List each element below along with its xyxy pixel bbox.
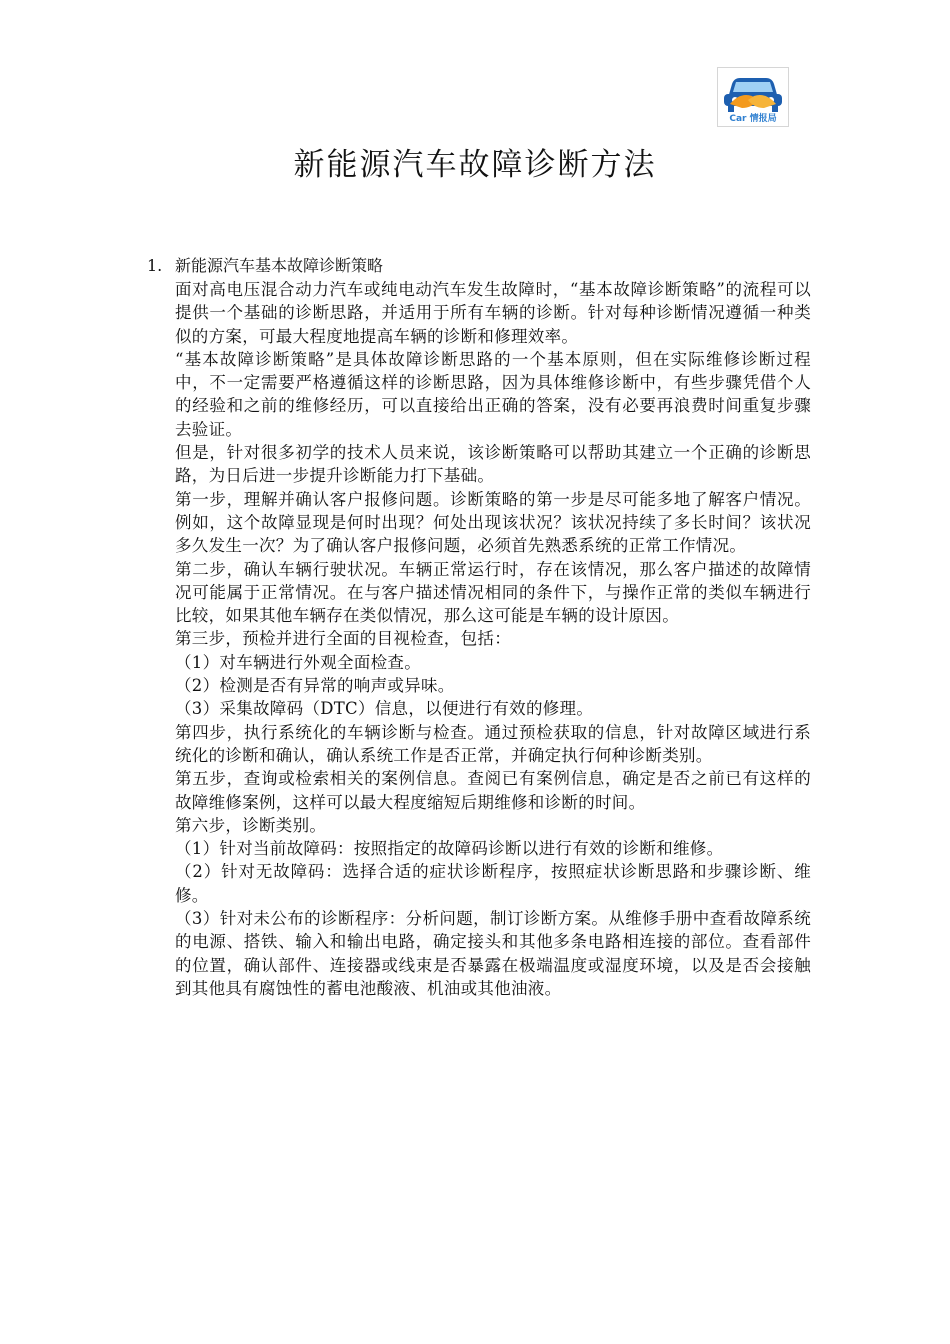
- list-item: （2）检测是否有异常的响声或异味。: [175, 676, 455, 696]
- list-item: （1）对车辆进行外观全面检查。: [175, 652, 421, 672]
- paragraph: 但是，针对很多初学的技术人员来说，该诊断策略可以帮助其建立一个正确的诊断思路，为日后进一步提升诊断能力打下基础。: [175, 443, 811, 486]
- page-title: 新能源汽车故障诊断方法: [293, 147, 657, 183]
- paragraph: “基本故障诊断策略”是具体故障诊断思路的一个基本原则，但在实际维修诊断过程中，不一定需要严格遵循这样的诊断思路，因为具体维修诊断中，有些步骤凭借个人的经验和之前的维修经历，可以直接给出正确的答案，没有必要再浪费时间重复步骤去验证。: [175, 349, 811, 439]
- paragraph: 面对高电压混合动力汽车或纯电动汽车发生故障时，“基本故障诊断策略”的流程可以提供一个基础的诊断思路，并适用于所有车辆的诊断。针对每种诊断情况遵循一种类似的方案，可最大程度地提高车辆的诊断和修理效率。: [175, 280, 811, 346]
- list-item: （3）采集故障码（DTC）信息，以便进行有效的修理。: [175, 699, 594, 719]
- logo-text: Car 情报局: [729, 114, 777, 124]
- section-heading: 新能源汽车基本故障诊断策略: [175, 256, 384, 275]
- paragraph: 第五步，查询或检索相关的案例信息。查阅已有案例信息，确定是否之前已有这样的故障维修案例，这样可以最大程度缩短后期维修和诊断的时间。: [175, 769, 811, 812]
- paragraph: 第二步，确认车辆行驶状况。车辆正常运行时，存在该情况，那么客户描述的故障情况可能属于正常情况。在与客户描述情况相同的条件下，与操作正常的类似车辆进行比较，如果其他车辆存在类似情况，那么这可能是车辆的设计原因。: [175, 559, 811, 626]
- section-body: [175, 278, 811, 1000]
- car-info-logo: [717, 67, 789, 127]
- paragraph: 第一步，理解并确认客户报修问题。诊断策略的第一步是尽可能多地了解客户情况。例如，这个故障显现是何时出现？何处出现该状况？该状况持续了多长时间？该状况多久发生一次？为了确认客户报修问题，必须首先熟悉系统的正常工作情况。: [175, 489, 811, 556]
- paragraph: 第三步，预检并进行全面的目视检查，包括：: [175, 629, 511, 649]
- paragraph: 第四步，执行系统化的车辆诊断与检查。通过预检获取的信息，针对故障区域进行系统化的诊断和确认，确认系统工作是否正常，并确定执行何种诊断类别。: [175, 722, 811, 765]
- list-item: （3）针对未公布的诊断程序：分析问题，制订诊断方案。从维修手册中查看故障系统的电源、搭铁、输入和输出电路，确定接头和其他多条电路相连接的部位。查看部件的位置，确认部件、连接器或线束是否暴露在极端温度或湿度环境，以及是否会接触到其他具有腐蚀性的蓄电池酸液、机油或其他油液。: [175, 909, 811, 998]
- list-item: （1）针对当前故障码：按照指定的故障码诊断以进行有效的诊断和维修。: [175, 839, 724, 859]
- section-number: 1.: [147, 256, 163, 275]
- car-handshake-icon: [718, 68, 788, 114]
- paragraph: 第六步，诊断类别。: [175, 815, 327, 835]
- list-item: （2）针对无故障码：选择合适的症状诊断程序，按照症状诊断思路和步骤诊断、维修。: [175, 862, 811, 905]
